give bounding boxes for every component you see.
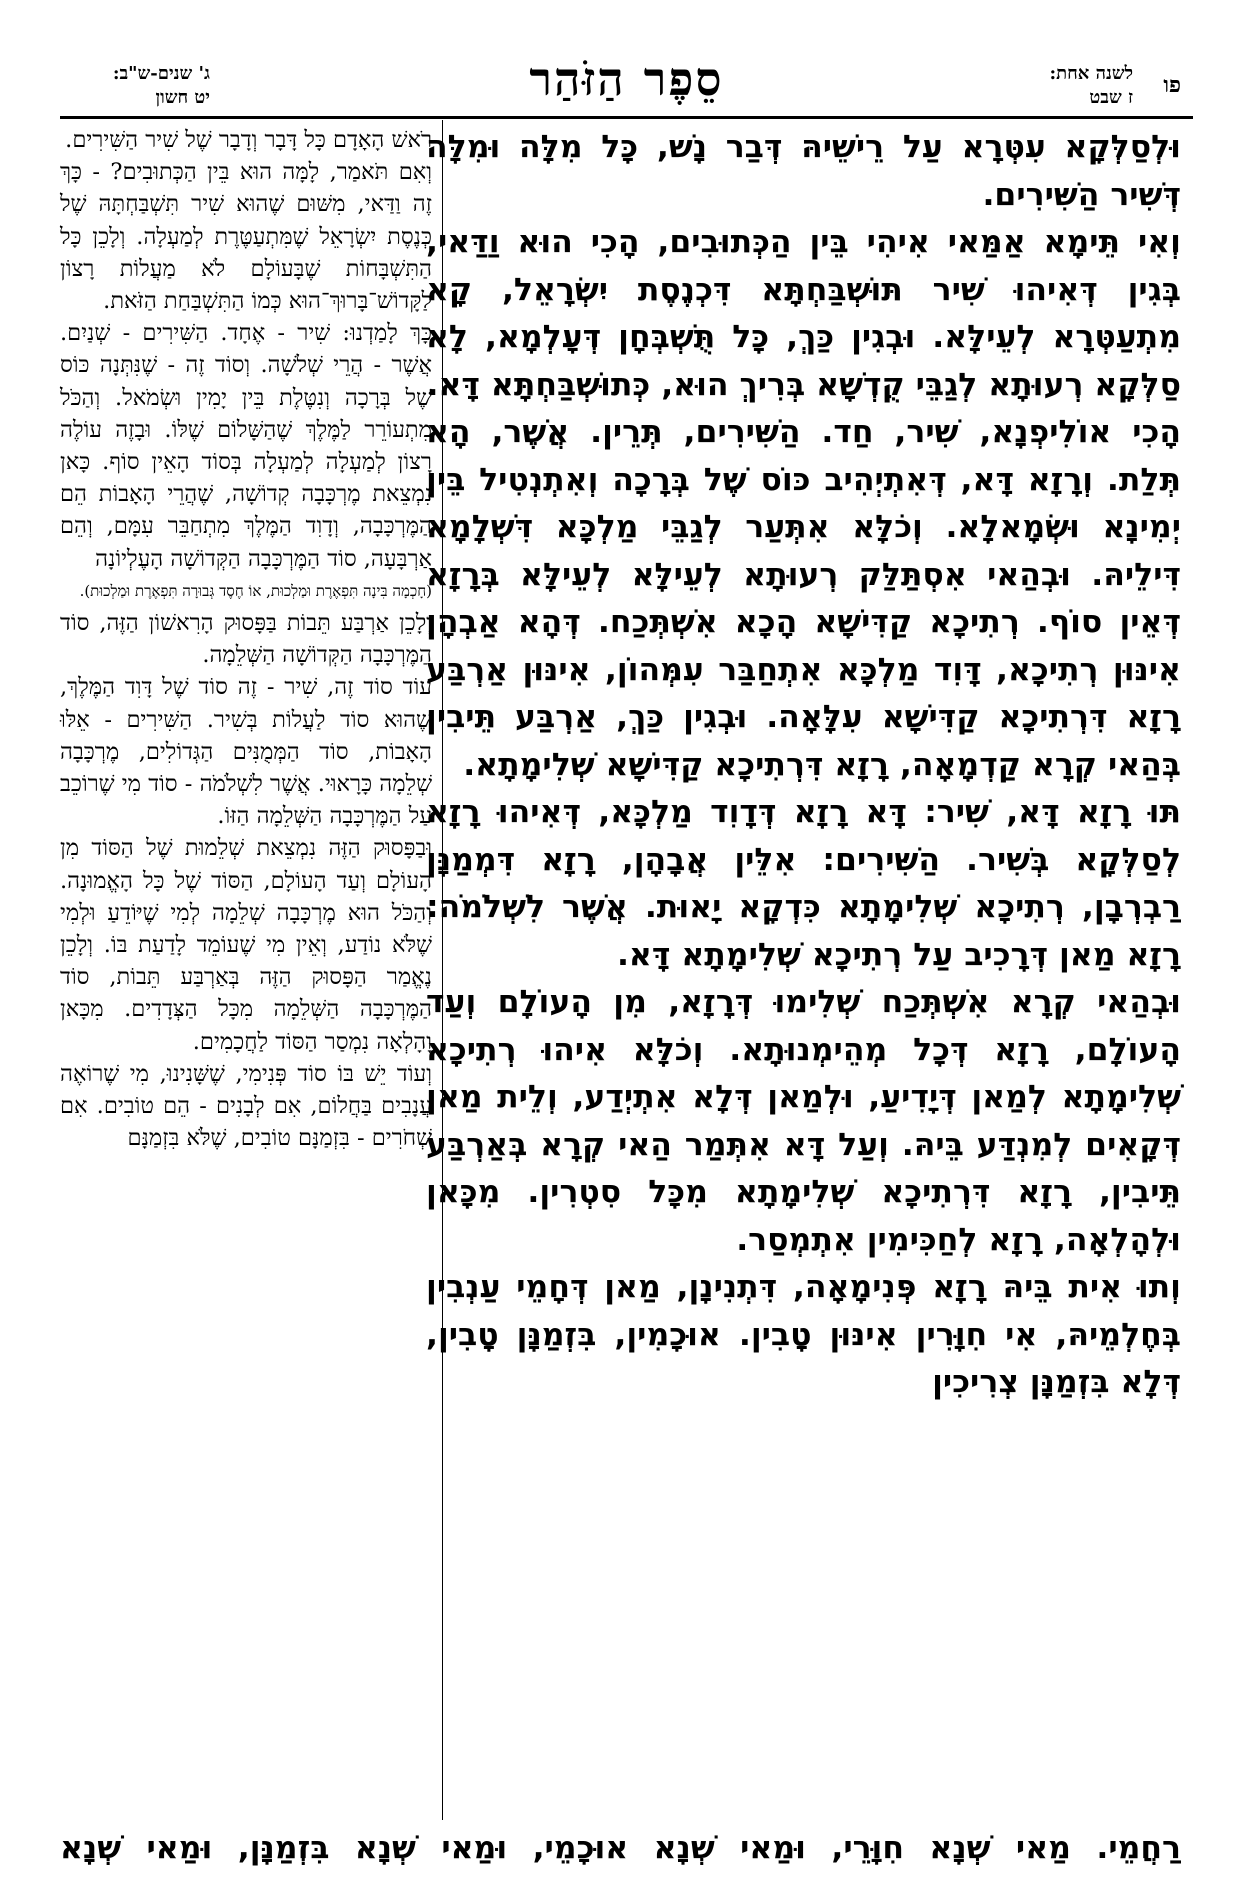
page-number: פו [1163, 72, 1181, 98]
study-date-three-years-value: יט חשון [155, 87, 210, 108]
header-rule [60, 116, 1193, 119]
study-date-one-year-value: ז שבט [1089, 87, 1133, 108]
side-note: (חָכְמָה בִּינָה תִּפְאֶרֶת וּמַלְכוּת, אוֹ חֶסֶד גְּבוּרָה תִּפְאֶרֶת וּמַלְכוּת). [79, 581, 432, 600]
main-paragraph-5: וּבְהַאי קְרָא אִשְׁתְּכַח שְׁלִימוּ דְּרָזָא, מִן הָעוֹלָם וְעַד הָעוֹלָם, רָזָא דְּכָל מְהֵימְנוּתָא. וְכֹלָּא אִיהוּ רְתִיכָא שְׁלִימָתָא לְמַאן דְּיָדִיעַ, וּלְמַאן דְּלָא אִתְיְדַע, וְלֵית מַאן דְּקָאִים לְמִנְדַּע בֵּיהּ. וְעַל דָּא אִתְּמַר הַאי קְרָא בְּאַרְבַּע תֵּיבִין, רָזָא דִּרְתִיכָא שְׁלִימָתָא מִכָּל סִטְרִין. מִכָּאן וּלְהָלְאָה, רָזָא לְחַכִּימִין אִתְמְסַר. [426, 984, 1181, 1258]
side-paragraph-4: וְלָכֵן אַרְבַּע תֵּבוֹת בַּפָּסוּק הָרִאשׁוֹן הַזֶּה, סוֹד הַמֶּרְכָּבָה הַקְּדוֹשָׁה הַשְּׁלֵמָה. [60, 610, 432, 669]
translation-column [60, 124, 432, 1155]
side-paragraph-1: רֹאשׁ הָאָדָם כָּל דָּבָר וְדָבָר שֶׁל שִׁיר הַשִּׁירִים. [65, 127, 432, 153]
main-paragraph-4: תּוּ רָזָא דָּא, שִׁיר: דָּא רָזָא דְּדָוִד מַלְכָּא, דְּאִיהוּ רָזָא לְסַלְּקָא בְּשִׁיר. הַשִּׁירִים: אִלֵּין אֲבָהָן, רָזָא דִּמְמַנָּן רַבְרְבָן, רְתִיכָא שְׁלִימָתָא כִּדְקָא יָאוּת. אֲשֶׁר לִשְׁלֹמֹה: רָזָא מַאן דְּרָכִיב עַל רְתִיכָא שְׁלִימָתָא דָּא. [426, 794, 1181, 973]
side-paragraph-6: וּבַפָּסוּק הַזֶּה נִמְצֵאת שְׁלֵמוּת שֶׁל הַסּוֹד מִן הָעוֹלָם וְעַד הָעוֹלָם, הַסּוֹד שֶׁל כָּל הָאֱמוּנָה. וְהַכֹּל הוּא מֶרְכָּבָה שְׁלֵמָה לְמִי שֶׁיּוֹדֵעַ וּלְמִי שֶׁלֹּא נוֹדַע, וְאֵין מִי שֶׁעוֹמֵד לָדַעַת בּוֹ. וְלָכֵן נֶאֱמַר הַפָּסוּק הַזֶּה בְּאַרְבַּע תֵּבוֹת, סוֹד הַמֶּרְכָּבָה הַשְּׁלֵמָה מִכָּל הַצְּדָדִים. מִכָּאן וָהָלְאָה נִמְסַר הַסּוֹד לַחֲכָמִים. [60, 835, 432, 1055]
side-paragraph-3: כָּךְ לָמַדְנוּ: שִׁיר - אֶחָד. הַשִּׁירִים - שְׁנַיִם. אֲשֶׁר - הֲרֵי שְׁלֹשָׁה. וְסוֹד זֶה - שֶׁנִּתְּנָה כּוֹס שֶׁל בְּרָכָה וְנִטֶּלֶת בֵּין יָמִין וּשְׂמֹאל. וְהַכֹּל מִתְעוֹרֵר לַמֶּלֶךְ שֶׁהַשָּׁלוֹם שֶׁלּוֹ. וּבָזֶה עוֹלֶה רָצוֹן לְמַעְלָה לְמַעְלָה בְּסוֹד הָאֵין סוֹף. כָּאן נִמְצֵאת מֶרְכָּבָה קְדוֹשָׁה, שֶׁהֲרֵי הָאָבוֹת הֵם הַמֶּרְכָּבָה, וְדָוִד הַמֶּלֶךְ מִתְחַבֵּר עִמָּם, וְהֵם אַרְבָּעָה, סוֹד הַמֶּרְכָּבָה הַקְּדוֹשָׁה הָעֶלְיוֹנָה [60, 320, 432, 572]
side-paragraph-5: עוֹד סוֹד זֶה, שִׁיר - זֶה סוֹד שֶׁל דָּוִד הַמֶּלֶךְ, שֶׁהוּא סוֹד לַעֲלוֹת בְּשִׁיר. הַשִּׁירִים - אֵלּוּ הָאָבוֹת, סוֹד הַמְּמֻנִּים הַגְּדוֹלִים, מֶרְכָּבָה שְׁלֵמָה כָּרָאוּי. אֲשֶׁר לִשְׁלֹמֹה - סוֹד מִי שֶׁרוֹכֵב עַל הַמֶּרְכָּבָה הַשְּׁלֵמָה הַזּוֹ. [60, 674, 432, 830]
full-width-bottom-line: רַחֲמֵי. מַאי שְׁנָא חִוָּרֵי, וּמַאי שְׁנָא אוּכָמֵי, וּמַאי שְׁנָא בִּזְמַנָּן, וּמַאי שְׁנָא [60, 1830, 1181, 1866]
book-title: סֵפֶר הַזֹּהַר [529, 52, 724, 106]
study-date-one-year-label: לשנה אחת: [1049, 63, 1133, 84]
main-paragraph-1: וּלְסַלְּקָא עִטְּרָא עַל רֵישֵׁיהּ דְּבַר נָשׁ, כָּל מִלָּה וּמִלָּה דְּשִׁיר הַשִּׁירִים. [426, 129, 1181, 213]
column-divider [442, 120, 443, 1820]
main-text-column [426, 124, 1181, 1407]
study-date-three-years [60, 62, 210, 110]
main-paragraph-6: וְתוּ אִית בֵּיהּ רָזָא פְּנִימָאָה, דִּתְנִינָן, מַאן דְּחָמֵי עַנְבִין בְּחֶלְמֵיהּ, אִי חִוָּרִין אִינּוּן טָבִין. אוּכָמִין, בִּזְמַנָּן טָבִין, דְּלָא בִּזְמַנָּן צְרִיכִין [426, 1269, 1181, 1400]
side-paragraph-7: וְעוֹד יֵשׁ בּוֹ סוֹד פְּנִימִי, שֶׁשָּׁנִינוּ, מִי שֶׁרוֹאֶה עֲנָבִים בַּחֲלוֹם, אִם לְבָנִים - הֵם טוֹבִים. אִם שְׁחֹרִים - בִּזְמַנָּם טוֹבִים, שֶׁלֹּא בִּזְמַנָּם [60, 1060, 432, 1152]
study-date-three-years-label: ג' שנים-ש"ב: [112, 63, 210, 84]
main-paragraph-3: הָכִי אוֹלִיפְנָא, שִׁיר, חַד. הַשִּׁירִים, תְּרֵין. אֲשֶׁר, הָא תְּלַת. וְרָזָא דָּא, דְּאִתְיְהִיב כּוֹס שֶׁל בְּרָכָה וְאִתְנְטִיל בֵּין יְמִינָא וּשְׂמָאלָא. וְכֹלָּא אִתְּעַר לְגַבֵּי מַלְכָּא דִּשְׁלָמָא דִּילֵיהּ. וּבְהַאי אִסְתַּלַּק רְעוּתָא לְעֵילָּא לְעֵילָּא בְּרָזָא דְּאֵין סוֹף. רְתִיכָא קַדִּישָׁא הָכָא אִשְׁתְּכַח. דְּהָא אַבְהָן אִינּוּן רְתִיכָא, דָּוִד מַלְכָּא אִתְחַבַּר עִמְּהוֹן, אִינּוּן אַרְבַּע רָזָא דִּרְתִיכָא קַדִּישָׁא עִלָּאָה. וּבְגִין כַּךְ, אַרְבַּע תֵּיבִין בְּהַאי קְרָא קַדְמָאָה, רָזָא דִּרְתִיכָא קַדִּישָׁא שְׁלִימָתָא. [426, 414, 1181, 783]
side-paragraph-2: וְאִם תֹּאמַר, לָמָּה הוּא בֵּין הַכְּתוּבִים? - כָּךְ זֶה וַדַּאי, מִשּׁוּם שֶׁהוּא שִׁיר תִּשְׁבַּחְתָּהּ שֶׁל כְּנֶסֶת יִשְׂרָאֵל שֶׁמִּתְעַטֶּרֶת לְמַעְלָה. וְלָכֵן כָּל הַתִּשְׁבָּחוֹת שֶׁבָּעוֹלָם לֹא מַעֲלוֹת רָצוֹן לַקָּדוֹשׁ־בָּרוּךְ־הוּא כְּמוֹ הַתִּשְׁבַּחַת הַזֹּאת. [60, 159, 432, 315]
main-paragraph-2: וְאִי תֵּימָא אַמַּאי אִיהִי בֵּין הַכְּתוּבִים, הָכִי הוּא וַדַּאי, בְּגִין דְּאִיהוּ שִׁיר תּוּשְׁבַּחְתָּא דִּכְנֶסֶת יִשְׂרָאֵל, קָא מִתְעַטְּרָא לְעֵילָּא. וּבְגִין כַּךְ, כָּל תֻּשְׁבְּחָן דְּעָלְמָא, לָא סַלְּקָא רְעוּתָא לְגַבֵּי קֻדְשָׁא בְּרִיךְ הוּא, כְּתוּשְׁבַּחְתָּא דָּא. [426, 224, 1181, 403]
